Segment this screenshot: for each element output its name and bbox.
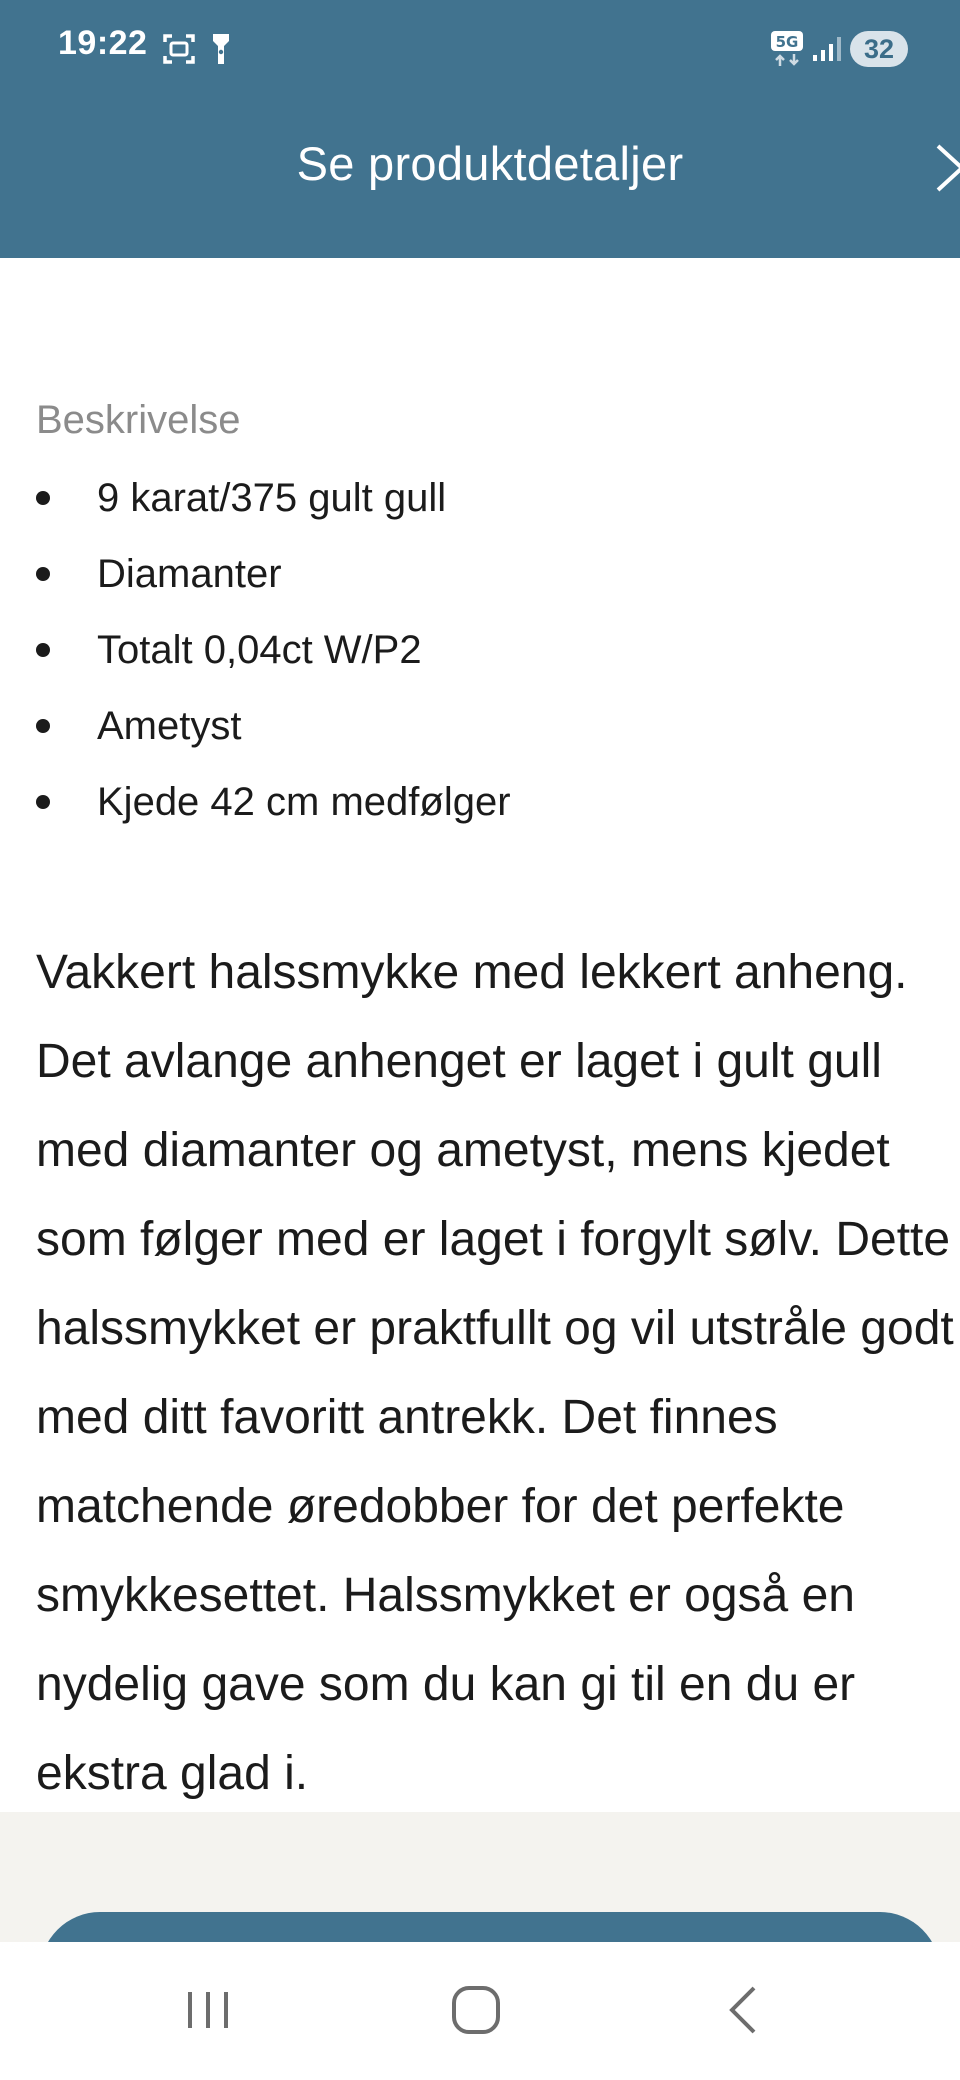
flashlight-icon	[211, 32, 231, 66]
list-item	[36, 478, 511, 554]
status-bar	[0, 0, 960, 100]
recent-apps-icon[interactable]	[180, 1982, 236, 2038]
product-details	[0, 258, 960, 1812]
chevron-right-icon[interactable]	[930, 142, 960, 194]
bullet-icon	[36, 795, 50, 809]
list-item	[36, 706, 511, 782]
primary-action-button[interactable]	[40, 1912, 940, 1942]
feature-text: Ametyst	[97, 704, 242, 748]
feature-text: Kjede 42 cm medfølger	[97, 780, 511, 824]
svg-text:5G: 5G	[775, 33, 799, 51]
page-title: Se produktdetaljer	[296, 137, 684, 190]
feature-text: 9 karat/375 gult gull	[97, 476, 447, 520]
system-nav-bar	[0, 1942, 960, 2080]
list-item	[36, 630, 511, 706]
cta-area	[0, 1812, 960, 1942]
feature-list	[36, 478, 511, 858]
app-header	[0, 0, 960, 258]
list-item	[36, 554, 511, 630]
screenshot-icon	[162, 33, 196, 65]
feature-text: Totalt 0,04ct W/P2	[97, 628, 422, 672]
status-time: 19:22	[58, 24, 148, 62]
back-icon[interactable]	[718, 1982, 774, 2038]
section-label-description: Beskrivelse	[36, 398, 241, 442]
home-icon[interactable]	[448, 1982, 504, 2038]
signal-icon	[811, 36, 841, 62]
list-item	[36, 782, 511, 858]
bullet-icon	[36, 643, 50, 657]
bullet-icon	[36, 719, 50, 733]
bullet-icon	[36, 491, 50, 505]
product-description: Vakkert halssmykke med lekkert anheng. Det avlange anhenget er laget i gult gull med diamanter og ametyst, mens kjedet som følger med er laget i forgylt sølv. Dette halssmykket er praktfullt og vil utstråle godt med ditt favoritt antrekk. Det finnes matchende øredobber for det perfekte smykkesettet. Halssmykket er også en nydelig gave som du kan gi til en du er ekstra glad i.	[36, 946, 954, 1800]
5g-icon	[770, 30, 804, 68]
battery-icon: 32	[850, 31, 908, 67]
bullet-icon	[36, 567, 50, 581]
feature-text: Diamanter	[97, 552, 282, 596]
